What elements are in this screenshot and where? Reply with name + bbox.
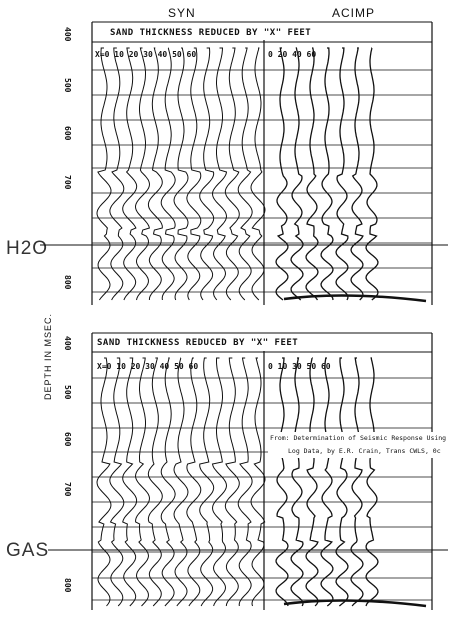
acimp-trace xyxy=(321,358,333,606)
depth-label: 700 xyxy=(63,482,72,497)
depth-label: 400 xyxy=(63,27,72,42)
syn-trace xyxy=(136,48,150,300)
depth-label: 400 xyxy=(63,336,72,351)
syn-trace xyxy=(97,358,111,606)
y-axis-label: DEPTH IN MSEC. xyxy=(43,312,53,400)
acimp-trace xyxy=(291,48,303,300)
acimp-trace xyxy=(276,48,288,300)
syn-header: SYN xyxy=(168,6,196,20)
syn-trace xyxy=(123,48,137,300)
syn-trace xyxy=(161,358,175,606)
acimp-trace xyxy=(366,48,378,300)
acimp-tick-labels: 0 20 40 60 xyxy=(268,50,317,59)
syn-trace xyxy=(187,48,201,300)
gas-marker: GAS xyxy=(6,540,50,561)
acimp-trace xyxy=(366,358,378,606)
panel-title: SAND THICKNESS REDUCED BY "X" FEET xyxy=(110,28,312,38)
syn-trace xyxy=(123,358,137,606)
depth-label: 600 xyxy=(63,432,72,447)
syn-trace xyxy=(148,358,162,606)
depth-label: 700 xyxy=(63,175,72,190)
depth-label: 800 xyxy=(63,275,72,290)
syn-trace xyxy=(238,48,252,300)
acimp-trace xyxy=(351,358,363,606)
syn-trace xyxy=(200,358,214,606)
depth-label: 800 xyxy=(63,578,72,593)
h2o-marker: H2O xyxy=(6,238,49,259)
reflector xyxy=(284,295,426,301)
syn-trace xyxy=(200,48,214,300)
acimp-trace xyxy=(306,48,318,300)
acimp-tick-labels: 0 10 30 50 60 xyxy=(268,362,331,371)
syn-trace xyxy=(174,358,188,606)
acimp-trace xyxy=(276,358,288,606)
syn-trace xyxy=(213,358,227,606)
syn-trace xyxy=(238,358,252,606)
depth-label: 600 xyxy=(63,126,72,141)
source-note xyxy=(268,432,448,458)
syn-trace xyxy=(213,48,227,300)
syn-tick-labels: X=0 10 20 30 40 50 60 xyxy=(97,362,199,371)
syn-trace xyxy=(251,358,265,606)
syn-trace xyxy=(225,358,239,606)
syn-trace xyxy=(148,48,162,300)
depth-label: 500 xyxy=(63,385,72,400)
acimp-trace xyxy=(291,358,303,606)
syn-trace xyxy=(161,48,175,300)
syn-tick-labels: X=0 10 20 30 40 50 60 xyxy=(95,50,197,59)
panel-title: SAND THICKNESS REDUCED BY "X" FEET xyxy=(97,338,299,348)
syn-trace xyxy=(110,358,124,606)
acimp-trace xyxy=(306,358,318,606)
acimp-trace xyxy=(336,358,348,606)
syn-trace xyxy=(225,48,239,300)
acimp-trace xyxy=(351,48,363,300)
syn-trace xyxy=(136,358,150,606)
syn-trace xyxy=(110,48,124,300)
source-line-2: Log Data, by E.R. Crain, Trans CWLS, 0c xyxy=(288,447,441,455)
source-line-1: From: Determination of Seismic Response Using xyxy=(270,434,447,442)
acimp-trace xyxy=(336,48,348,300)
syn-trace xyxy=(174,48,188,300)
syn-trace xyxy=(251,48,265,300)
acimp-trace xyxy=(321,48,333,300)
acimp-header: ACIMP xyxy=(332,6,376,20)
syn-trace xyxy=(187,358,201,606)
depth-label: 500 xyxy=(63,78,72,93)
syn-trace xyxy=(97,48,111,300)
